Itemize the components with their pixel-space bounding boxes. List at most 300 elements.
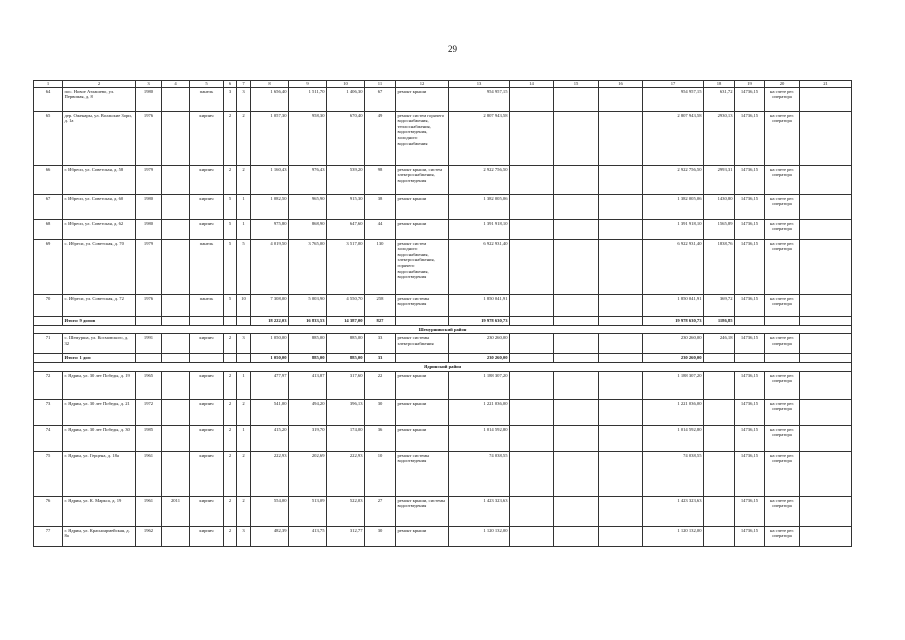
table-cell xyxy=(800,526,852,546)
table-cell: ремонт крыши xyxy=(396,425,449,451)
table-cell: 5 xyxy=(237,239,251,294)
table-cell: 1 120 132,00 xyxy=(643,526,704,546)
table-cell xyxy=(510,354,554,363)
table-cell: 1961 xyxy=(136,451,162,496)
table-row xyxy=(34,496,852,526)
table-cell: кирпич xyxy=(190,526,224,546)
table-cell: 2 xyxy=(224,496,237,526)
table-cell xyxy=(224,316,237,325)
table-cell xyxy=(554,354,599,363)
table-row xyxy=(34,451,852,496)
column-number: 9 xyxy=(289,81,327,88)
table-cell: 18 222,03 xyxy=(251,316,289,325)
table-cell: 2 xyxy=(224,399,237,425)
table-cell xyxy=(599,87,643,111)
table-cell xyxy=(162,526,190,546)
table-cell xyxy=(765,316,800,325)
table-cell: 954 957,15 xyxy=(643,87,704,111)
table-cell: 413,87 xyxy=(289,371,327,399)
table-cell xyxy=(800,239,852,294)
table-cell: 1 850 041,91 xyxy=(449,294,510,316)
column-number: 17 xyxy=(643,81,704,88)
table-cell: ремонт крыши xyxy=(396,219,449,239)
table-cell: 14736,15 xyxy=(735,87,765,111)
table-cell: 16 833,53 xyxy=(289,316,327,325)
table-cell: 5 xyxy=(224,194,237,219)
table-cell: 1 xyxy=(237,425,251,451)
table-cell: г. Ибреси, ул. Советская, д. 62 xyxy=(63,219,136,239)
table-cell: 1976 xyxy=(136,111,162,165)
table-cell: 1 391 918,10 xyxy=(643,219,704,239)
table-cell: кирпич xyxy=(190,371,224,399)
table-cell xyxy=(599,194,643,219)
table-cell: с. Шемурша, ул. Космовского, д. 32 xyxy=(63,334,136,354)
table-cell: 4 550,70 xyxy=(327,294,365,316)
table-cell xyxy=(510,165,554,194)
table-cell: ремонт системы водоотведения xyxy=(396,294,449,316)
table-cell xyxy=(599,111,643,165)
table-cell: 67 xyxy=(365,87,396,111)
table-cell: кирпич xyxy=(190,111,224,165)
table-cell: 885,00 xyxy=(327,354,365,363)
table-cell: на счете рег. оператора xyxy=(765,219,800,239)
table-cell xyxy=(704,526,735,546)
table-cell: на счете рег. оператора xyxy=(765,425,800,451)
table-cell xyxy=(554,399,599,425)
table-cell: 976,43 xyxy=(289,165,327,194)
table-cell xyxy=(554,219,599,239)
table-cell: 73 xyxy=(34,399,63,425)
table-cell: 3 765,00 xyxy=(289,239,327,294)
column-number: 11 xyxy=(365,81,396,88)
table-cell: 1 382 005,06 xyxy=(449,194,510,219)
table-cell: 2 xyxy=(237,451,251,496)
column-number: 1 xyxy=(34,81,63,88)
column-number: 13 xyxy=(449,81,510,88)
table-cell: Итого: 1 дом xyxy=(63,354,136,363)
column-number: 19 xyxy=(735,81,765,88)
table-cell: 67 xyxy=(34,194,63,219)
table-cell xyxy=(800,451,852,496)
table-cell xyxy=(190,316,224,325)
table-cell: кирпич xyxy=(190,399,224,425)
table-cell xyxy=(162,451,190,496)
table-cell xyxy=(510,294,554,316)
table-cell: на счете рег. оператора xyxy=(765,239,800,294)
table-cell xyxy=(704,451,735,496)
table-cell: 14736,15 xyxy=(735,334,765,354)
table-cell: панель xyxy=(190,294,224,316)
column-number: 20 xyxy=(765,81,800,88)
table-cell: 33 xyxy=(365,354,396,363)
table-cell: 670,40 xyxy=(327,111,365,165)
table-cell: 19 978 630,73 xyxy=(449,316,510,325)
column-number: 10 xyxy=(327,81,365,88)
table-cell: 2 xyxy=(237,496,251,526)
table-cell xyxy=(162,194,190,219)
table-cell xyxy=(554,87,599,111)
table-cell: 1991 xyxy=(136,334,162,354)
table-cell xyxy=(510,451,554,496)
table-cell: 1976 xyxy=(136,294,162,316)
column-number: 12 xyxy=(396,81,449,88)
table-cell: 1 406,30 xyxy=(327,87,365,111)
table-cell: 539,20 xyxy=(327,165,365,194)
table-cell: ремонт крыши xyxy=(396,526,449,546)
table-cell xyxy=(800,496,852,526)
table-row xyxy=(34,111,852,165)
table-cell: 230 260,00 xyxy=(449,354,510,363)
table-cell: ремонт системы водоотведения xyxy=(396,451,449,496)
district-heading-row xyxy=(34,325,852,334)
table-cell xyxy=(224,354,237,363)
district-heading: Ядринский район xyxy=(34,363,852,372)
table-cell: 33 xyxy=(365,334,396,354)
table-cell: 1 850 041,91 xyxy=(643,294,704,316)
page-number: 29 xyxy=(448,44,457,54)
table-cell: 2930,13 xyxy=(704,111,735,165)
table-cell xyxy=(554,194,599,219)
table-cell: на счете рег. оператора xyxy=(765,526,800,546)
table-cell: 827 xyxy=(365,316,396,325)
table-cell: ремонт крыши xyxy=(396,371,449,399)
table-cell xyxy=(162,354,190,363)
table-cell xyxy=(800,219,852,239)
column-number: 8 xyxy=(251,81,289,88)
table-cell: 3 xyxy=(224,87,237,111)
table-cell: с. Ибреси, ул. Советская, д. 70 xyxy=(63,239,136,294)
table-cell: 975,80 xyxy=(251,219,289,239)
table-row xyxy=(34,294,852,316)
table-cell: 3 517,00 xyxy=(327,239,365,294)
table-cell: 1980 xyxy=(136,219,162,239)
table-cell: панель xyxy=(190,87,224,111)
table-cell: 64 xyxy=(34,87,63,111)
table-cell: 1 511,70 xyxy=(289,87,327,111)
table-cell: 2 xyxy=(224,526,237,546)
table-cell: 5 xyxy=(224,294,237,316)
table-cell xyxy=(800,371,852,399)
table-cell xyxy=(800,316,852,325)
column-number: 2 xyxy=(63,81,136,88)
table-cell: 3 xyxy=(237,526,251,546)
column-number: 14 xyxy=(510,81,554,88)
table-cell: 1 188 307,20 xyxy=(449,371,510,399)
table-cell: 2 xyxy=(237,165,251,194)
table-cell: 1 160,43 xyxy=(251,165,289,194)
table-cell: на счете рег. оператора xyxy=(765,165,800,194)
table-cell: Итого: 9 домов xyxy=(63,316,136,325)
table-cell: 230 260,00 xyxy=(643,334,704,354)
table-cell: 74 038,55 xyxy=(449,451,510,496)
table-cell xyxy=(735,316,765,325)
table-cell: 3 xyxy=(237,334,251,354)
table-cell xyxy=(599,425,643,451)
table-cell: ремонт систем холодного водоснабжения, электроснабжения, горячего водоснабжения, водоотведения xyxy=(396,239,449,294)
district-heading: Шемуршинский район xyxy=(34,325,852,334)
table-cell: 71 xyxy=(34,334,63,354)
table-cell: 915,30 xyxy=(327,194,365,219)
table-cell: ремонт крыши xyxy=(396,87,449,111)
table-cell xyxy=(237,316,251,325)
table-cell: 1962 xyxy=(136,526,162,546)
table-row xyxy=(34,165,852,194)
table-cell: 2 xyxy=(237,399,251,425)
table-row xyxy=(34,239,852,294)
table-cell: 14736,15 xyxy=(735,239,765,294)
table-cell xyxy=(162,239,190,294)
table-cell xyxy=(554,294,599,316)
table-cell: с. Ибреси, ул. Советская, д. 72 xyxy=(63,294,136,316)
table-cell: 70 xyxy=(34,294,63,316)
table-cell xyxy=(510,334,554,354)
table-cell: на счете рег. оператора xyxy=(765,294,800,316)
table-cell xyxy=(554,316,599,325)
table-cell: 2011 xyxy=(162,496,190,526)
table-cell xyxy=(34,354,63,363)
table-cell: 2 xyxy=(224,165,237,194)
table-cell: 74 038,55 xyxy=(643,451,704,496)
table-cell xyxy=(765,354,800,363)
table-cell xyxy=(599,371,643,399)
table-cell xyxy=(510,219,554,239)
column-number: 6 xyxy=(224,81,237,88)
table-cell xyxy=(599,451,643,496)
table-cell: 2 xyxy=(224,425,237,451)
table-cell xyxy=(554,165,599,194)
table-cell xyxy=(162,219,190,239)
table-cell: 230 260,00 xyxy=(449,334,510,354)
column-number: 5 xyxy=(190,81,224,88)
table-cell: 2 xyxy=(224,371,237,399)
table-cell xyxy=(510,371,554,399)
table-cell: кирпич xyxy=(190,194,224,219)
table-cell xyxy=(136,316,162,325)
table-cell: ремонт крыши xyxy=(396,194,449,219)
table-cell: г. Ядрин, ул. 30 лет Победы, д. 21 xyxy=(63,399,136,425)
table-cell xyxy=(162,334,190,354)
table-cell: г. Ядрин, ул. Герцена, д. 18а xyxy=(63,451,136,496)
table-row xyxy=(34,399,852,425)
table-cell xyxy=(510,526,554,546)
table-cell: 1 050,00 xyxy=(251,334,289,354)
column-number: 21 xyxy=(800,81,852,88)
table-cell: 72 xyxy=(34,371,63,399)
table-cell: ремонт крыши, систем электроснабжения, водоотведения xyxy=(396,165,449,194)
district-heading-row xyxy=(34,363,852,372)
table-cell: кирпич xyxy=(190,425,224,451)
table-cell xyxy=(800,165,852,194)
table-cell: 317,60 xyxy=(327,371,365,399)
subtotal-row xyxy=(34,316,852,325)
table-cell xyxy=(704,371,735,399)
table-cell: 868,90 xyxy=(289,219,327,239)
table-row xyxy=(34,87,852,111)
table-cell: 68 xyxy=(34,219,63,239)
table-cell: 1 057,30 xyxy=(251,111,289,165)
table-cell: 230 260,00 xyxy=(643,354,704,363)
table-cell: 554,00 xyxy=(251,496,289,526)
table-cell xyxy=(554,334,599,354)
table-cell: 413,75 xyxy=(289,526,327,546)
table-row xyxy=(34,219,852,239)
table-cell: 513,09 xyxy=(289,496,327,526)
table-cell: 5 xyxy=(224,219,237,239)
table-body xyxy=(34,81,852,547)
table-cell: 2 xyxy=(237,111,251,165)
table-cell: 1 221 036,00 xyxy=(449,399,510,425)
table-cell: 74 xyxy=(34,425,63,451)
table-cell: г. Ядрин, ул. 30 лет Победы, д. 19 xyxy=(63,371,136,399)
table-cell: на счете рег. оператора xyxy=(765,451,800,496)
table-cell: 10 xyxy=(237,294,251,316)
table-cell: 14736,15 xyxy=(735,425,765,451)
table-cell: 76 xyxy=(34,496,63,526)
table-cell xyxy=(599,316,643,325)
table-cell: 1565,89 xyxy=(704,219,735,239)
table-cell: 1979 xyxy=(136,239,162,294)
table-row xyxy=(34,334,852,354)
table-cell: 1 014 592,80 xyxy=(449,425,510,451)
table-cell: 1961 xyxy=(136,496,162,526)
table-cell: 1 120 132,00 xyxy=(449,526,510,546)
table-cell: 1985 xyxy=(136,425,162,451)
table-cell xyxy=(599,239,643,294)
column-number: 4 xyxy=(162,81,190,88)
table-cell: 3 xyxy=(237,87,251,111)
table-cell: 477,97 xyxy=(251,371,289,399)
table-cell xyxy=(599,294,643,316)
table-cell: 222,93 xyxy=(327,451,365,496)
table-cell: 6 922 931,40 xyxy=(643,239,704,294)
table-cell xyxy=(510,111,554,165)
table-cell xyxy=(554,371,599,399)
table-cell: 19 978 630,73 xyxy=(643,316,704,325)
table-cell: 246,18 xyxy=(704,334,735,354)
table-cell xyxy=(704,399,735,425)
table-cell: 30 xyxy=(365,526,396,546)
table-cell: 965,90 xyxy=(289,194,327,219)
table-cell: 30 xyxy=(365,399,396,425)
table-cell xyxy=(800,354,852,363)
table-cell xyxy=(136,354,162,363)
column-number: 7 xyxy=(237,81,251,88)
table-cell: 2 xyxy=(224,451,237,496)
table-cell: 2993,31 xyxy=(704,165,735,194)
table-cell: 1430,80 xyxy=(704,194,735,219)
table-cell: 5 003,90 xyxy=(289,294,327,316)
table-cell: 1 050,00 xyxy=(251,354,289,363)
table-row xyxy=(34,194,852,219)
table-cell xyxy=(162,294,190,316)
table-cell: 77 xyxy=(34,526,63,546)
table-cell: 319,70 xyxy=(289,425,327,451)
table-cell: на счете рег. оператора xyxy=(765,371,800,399)
table-cell xyxy=(800,111,852,165)
table-cell: 14736,15 xyxy=(735,451,765,496)
table-cell xyxy=(599,354,643,363)
table-cell: кирпич xyxy=(190,451,224,496)
table-cell: панель xyxy=(190,239,224,294)
table-cell xyxy=(599,165,643,194)
table-cell: кирпич xyxy=(190,334,224,354)
table-cell: 1 xyxy=(237,371,251,399)
table-cell xyxy=(554,526,599,546)
table-cell: 1979 xyxy=(136,165,162,194)
table-cell: 7 308,00 xyxy=(251,294,289,316)
table-cell xyxy=(599,399,643,425)
table-cell xyxy=(237,354,251,363)
table-cell: 1 221 036,00 xyxy=(643,399,704,425)
table-cell: 415,20 xyxy=(251,425,289,451)
table-cell xyxy=(510,239,554,294)
table-cell xyxy=(554,451,599,496)
table-cell: 1 xyxy=(237,194,251,219)
table-row xyxy=(34,371,852,399)
table-cell: 396,13 xyxy=(327,399,365,425)
table-cell: 1 423 323,63 xyxy=(643,496,704,526)
table-cell: 36 xyxy=(365,425,396,451)
table-cell xyxy=(554,496,599,526)
table-cell xyxy=(162,165,190,194)
column-number: 3 xyxy=(136,81,162,88)
table-cell: ремонт крыши, системы водоотведения xyxy=(396,496,449,526)
table-cell: ремонт системы электроснабжения xyxy=(396,334,449,354)
table-cell: 1 188 307,20 xyxy=(643,371,704,399)
table-cell xyxy=(34,316,63,325)
table-cell: ремонт систем горячего водоснабжения, теплоснабжения, водоотведения, холодного водоснабжения xyxy=(396,111,449,165)
table-cell: г. Ибреси, ул. Советская, д. 58 xyxy=(63,165,136,194)
table-cell: 174,00 xyxy=(327,425,365,451)
table-cell xyxy=(396,316,449,325)
table-cell: 1 391 918,10 xyxy=(449,219,510,239)
table-cell: пос. Новое Атлашево, ул. Первомая, д. 8 xyxy=(63,87,136,111)
table-cell: 222,93 xyxy=(251,451,289,496)
table-cell xyxy=(554,239,599,294)
table-cell: 2 807 943,58 xyxy=(449,111,510,165)
table-cell xyxy=(800,194,852,219)
table-cell: 958,30 xyxy=(289,111,327,165)
table-cell xyxy=(510,496,554,526)
table-cell: на счете рег. оператора xyxy=(765,111,800,165)
table-cell: 65 xyxy=(34,111,63,165)
table-cell: г. Ядрин, ул. К. Маркса, д. 19 xyxy=(63,496,136,526)
table-cell: 69 xyxy=(34,239,63,294)
table-cell xyxy=(554,425,599,451)
table-row xyxy=(34,425,852,451)
table-cell: на счете рег. оператора xyxy=(765,194,800,219)
table-cell: 631,72 xyxy=(704,87,735,111)
table-cell: 1 382 005,06 xyxy=(643,194,704,219)
table-cell xyxy=(162,371,190,399)
table-cell: 647,60 xyxy=(327,219,365,239)
housing-repair-table xyxy=(33,80,852,547)
table-cell: 1965 xyxy=(136,371,162,399)
table-cell xyxy=(800,87,852,111)
table-cell xyxy=(704,425,735,451)
table-cell: на счете рег. оператора xyxy=(765,496,800,526)
table-cell xyxy=(800,425,852,451)
table-cell: 4 019,50 xyxy=(251,239,289,294)
table-cell: 2 922 756,50 xyxy=(449,165,510,194)
table-cell: 14736,15 xyxy=(735,194,765,219)
table-cell: 1 656,40 xyxy=(251,87,289,111)
table-cell: 885,00 xyxy=(327,334,365,354)
table-cell: 22 xyxy=(365,371,396,399)
table-row xyxy=(34,526,852,546)
table-cell: на счете рег. оператора xyxy=(765,87,800,111)
table-cell: 202,69 xyxy=(289,451,327,496)
